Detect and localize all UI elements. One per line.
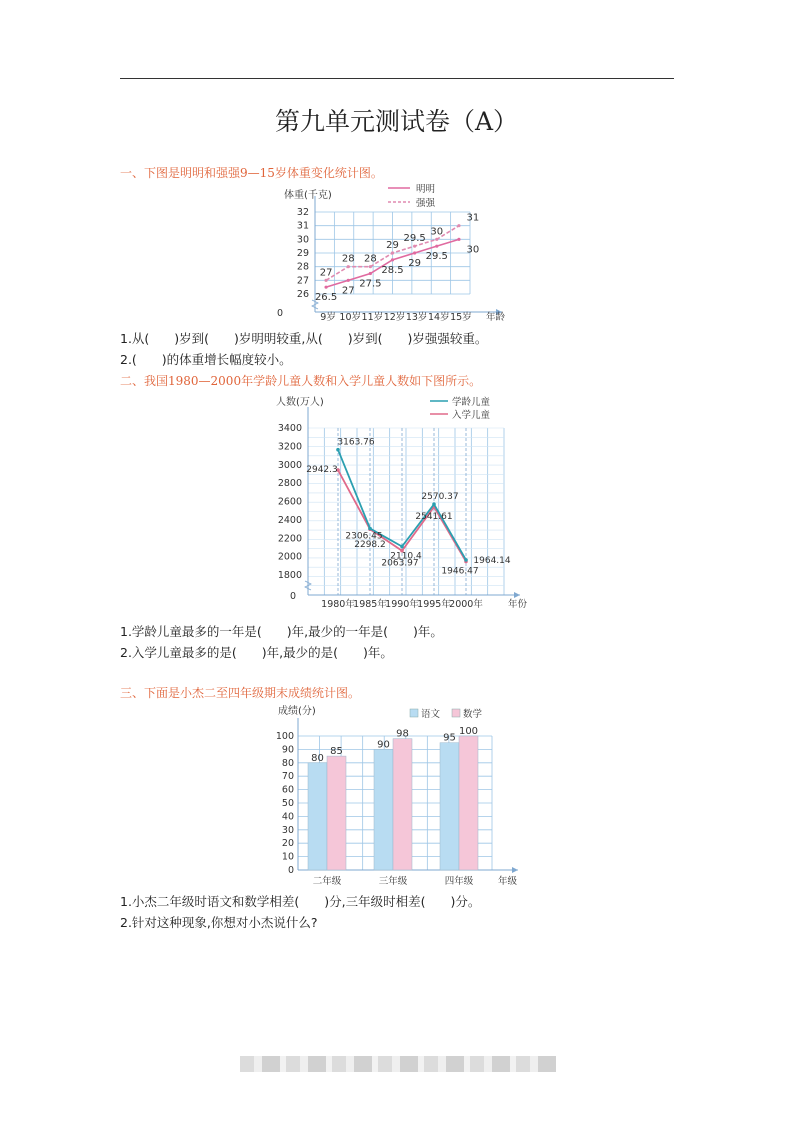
bar-value-label: 98 (396, 728, 409, 740)
origin-label: 0 (277, 308, 284, 319)
section3-question1: 1.小杰二年级时语文和数学相差( )分,三年级时相差( )分。 (120, 894, 481, 909)
data-point (347, 265, 350, 268)
x-axis-title: 年份 (508, 599, 528, 610)
top-rule (120, 78, 674, 79)
data-label: 28.5 (381, 264, 404, 276)
x-tick-label: 9岁 (320, 312, 336, 323)
data-label: 3163.76 (337, 437, 375, 448)
y-tick-label: 10 (281, 851, 294, 863)
data-point (336, 448, 340, 452)
x-tick-label: 10岁 (339, 312, 362, 323)
x-tick-label: 1995年 (417, 599, 451, 610)
y-tick-label: 100 (275, 731, 294, 742)
section1-question2: 2.( )的体重增长幅度较小。 (120, 352, 292, 367)
y-tick-label: 30 (296, 234, 309, 246)
data-label: 2063.97 (381, 558, 419, 569)
y-tick-label: 2200 (277, 533, 302, 545)
legend-swatch (452, 709, 460, 717)
legend-label: 明明 (416, 184, 436, 195)
legend-label: 语文 (421, 709, 441, 720)
bar-value-label: 80 (311, 752, 324, 764)
section2-question2: 2.入学儿童最多的是( )年,最少的是( )年。 (120, 645, 393, 660)
x-tick-label: 1990年 (385, 599, 419, 610)
legend-label: 入学儿童 (452, 410, 491, 421)
y-tick-label: 30 (281, 824, 294, 836)
bar-数学 (393, 739, 412, 870)
x-tick-label: 四年级 (444, 876, 474, 887)
data-label: 29.5 (403, 233, 426, 245)
x-tick-label: 二年级 (312, 876, 342, 887)
data-label: 2570.37 (421, 492, 459, 503)
section2-heading: 二、我国1980—2000年学龄儿童人数和入学儿童人数如下图所示。 (120, 374, 482, 388)
data-label: 29.5 (425, 251, 448, 263)
y-tick-label: 2400 (277, 514, 302, 526)
section3-heading: 三、下面是小杰二至四年级期末成绩统计图。 (120, 686, 361, 700)
x-tick-label: 14岁 (427, 312, 450, 323)
data-point (435, 245, 438, 248)
data-point (324, 279, 327, 282)
data-label: 29 (408, 258, 422, 269)
y-tick-label: 3400 (277, 423, 302, 434)
weight-line-chart (270, 182, 520, 332)
y-tick-label: 32 (296, 207, 309, 218)
legend-swatch (410, 709, 418, 717)
y-tick-label: 29 (296, 248, 309, 259)
y-tick-label: 80 (281, 757, 294, 769)
y-tick-label: 60 (281, 784, 294, 796)
bar-数学 (327, 756, 346, 870)
data-label: 2942.3 (306, 465, 338, 476)
y-tick-label: 2600 (277, 496, 302, 508)
y-tick-label: 2000 (277, 551, 302, 563)
data-point (324, 286, 327, 289)
children-line-chart (270, 393, 530, 615)
data-point (391, 258, 394, 261)
data-label: 1946.47 (441, 566, 479, 577)
y-tick-label: 40 (281, 811, 294, 823)
bar-语文 (308, 763, 327, 870)
data-label: 28 (363, 253, 377, 265)
data-label: 26.5 (314, 292, 338, 304)
y-tick-label: 50 (281, 798, 294, 809)
y-tick-label: 31 (296, 220, 309, 232)
legend-label: 数学 (463, 709, 483, 720)
data-label: 2306.45 (345, 531, 383, 542)
data-label: 1964.14 (473, 555, 511, 566)
footer-watermark (240, 1056, 556, 1072)
x-axis-title: 年级 (498, 876, 518, 887)
y-tick-label: 0 (287, 865, 294, 876)
data-label: 30 (466, 244, 480, 256)
x-tick-label: 11岁 (361, 312, 384, 323)
bar-语文 (374, 749, 393, 870)
data-point (464, 558, 468, 562)
data-point (400, 545, 404, 549)
x-tick-label: 1980年 (321, 599, 355, 610)
data-label: 2298.2 (354, 540, 386, 551)
data-point (391, 251, 394, 254)
data-label: 2541.61 (415, 511, 453, 522)
section1-question1: 1.从( )岁到( )岁明明较重,从( )岁到( )岁强强较重。 (120, 331, 488, 346)
section2-question1: 1.学龄儿童最多的一年是( )年,最少的一年是( )年。 (120, 624, 443, 639)
y-tick-label: 2800 (277, 478, 302, 490)
x-axis-arrow (514, 592, 520, 598)
section1-heading: 一、下图是明明和强强9—15岁体重变化统计图。 (120, 166, 383, 180)
data-label: 2110.4 (390, 551, 422, 562)
bar-value-label: 95 (443, 732, 456, 744)
page-title: 第九单元测试卷（A） (274, 107, 519, 136)
y-tick-label: 70 (281, 771, 294, 783)
y-tick-label: 28 (296, 261, 309, 273)
y-axis-title: 体重(千克) (284, 190, 332, 201)
data-point (457, 238, 460, 241)
legend-label: 学龄儿童 (452, 397, 491, 408)
x-tick-label: 2000年 (449, 599, 483, 610)
data-label: 29 (386, 240, 399, 251)
data-point (369, 265, 372, 268)
data-point (413, 251, 416, 254)
x-axis-title: 年龄 (486, 312, 506, 323)
data-label: 27 (341, 285, 355, 297)
bar-value-label: 85 (330, 746, 343, 758)
data-point (435, 238, 438, 241)
bar-数学 (459, 736, 478, 870)
y-tick-label: 1800 (277, 570, 302, 581)
y-tick-label: 26 (296, 289, 309, 300)
data-point (369, 272, 372, 275)
y-axis-title: 人数(万人) (276, 397, 324, 408)
x-tick-label: 1985年 (353, 599, 387, 610)
data-point (368, 527, 372, 531)
data-label: 28 (341, 253, 355, 265)
y-tick-label: 20 (281, 838, 294, 850)
origin-label: 0 (289, 591, 296, 602)
data-label: 27 (319, 267, 333, 279)
legend-label: 强强 (416, 198, 436, 209)
scores-bar-chart (270, 704, 530, 888)
x-axis-arrow (512, 867, 518, 873)
data-point (347, 279, 350, 282)
data-label: 31 (466, 212, 480, 224)
bar-语文 (440, 743, 459, 870)
data-point (457, 224, 460, 227)
y-tick-label: 3200 (277, 441, 302, 453)
data-point (432, 502, 436, 506)
bar-value-label: 90 (377, 739, 390, 751)
y-tick-label: 27 (296, 275, 309, 287)
x-tick-label: 15岁 (450, 312, 472, 323)
data-label: 30 (430, 226, 444, 238)
bar-value-label: 100 (458, 726, 479, 737)
y-tick-label: 3000 (277, 459, 302, 471)
section3-question2: 2.针对这种现象,你想对小杰说什么? (120, 915, 318, 930)
data-point (413, 245, 416, 248)
y-axis-title: 成绩(分) (278, 706, 316, 717)
data-label: 27.5 (359, 278, 382, 290)
y-tick-label: 90 (281, 744, 294, 756)
x-tick-label: 13岁 (405, 312, 428, 323)
x-tick-label: 三年级 (378, 876, 408, 887)
x-tick-label: 12岁 (383, 312, 406, 323)
